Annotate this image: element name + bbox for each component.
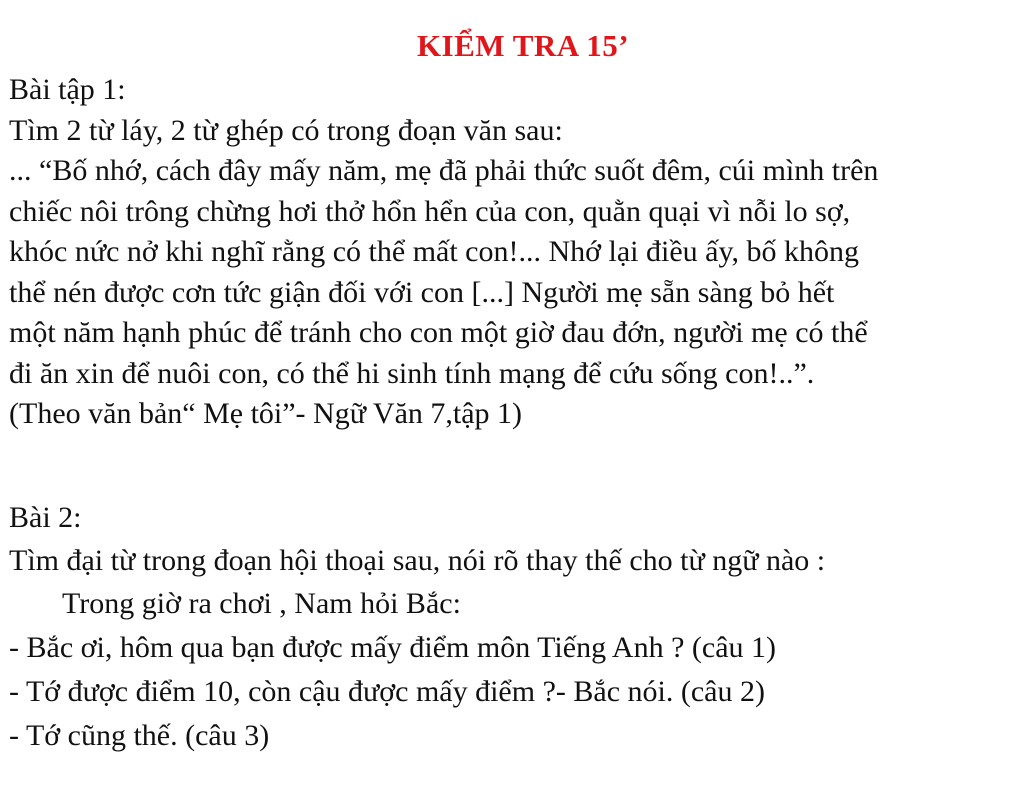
exercise2-intro: Trong giờ ra chơi , Nam hỏi Bắc: [62, 587, 461, 620]
passage-line: đi ăn xin để nuôi con, có thể hi sinh tính mạng để cứu sống con!..”. [9, 357, 815, 390]
passage-line: ... “Bố nhớ, cách đây mấy năm, mẹ đã phải thức suốt đêm, cúi mình trên [9, 154, 879, 187]
dialogue-line: - Bắc ơi, hôm qua bạn được mấy điểm môn Tiếng Anh ? (câu 1) [9, 631, 777, 664]
passage-line: khóc nức nở khi nghĩ rằng có thể mất con!... Nhớ lại điều ấy, bố không [9, 235, 860, 268]
exercise1-instruction: Tìm 2 từ láy, 2 từ ghép có trong đoạn văn sau: [9, 114, 563, 147]
passage-line: thể nén được cơn tức giận đối với con [...] Người mẹ sẵn sàng bỏ hết [9, 276, 835, 309]
passage-line: chiếc nôi trông chừng hơi thở hổn hển của con, quằn quại vì nỗi lo sợ, [9, 195, 851, 228]
dialogue-line: - Tớ cũng thế. (câu 3) [9, 719, 270, 752]
exercise2-heading: Bài 2: [9, 501, 82, 534]
dialogue-line: - Tớ được điểm 10, còn cậu được mấy điểm ?- Bắc nói. (câu 2) [9, 675, 765, 708]
exercise2-instruction: Tìm đại từ trong đoạn hội thoại sau, nói rõ thay thế cho từ ngữ nào : [9, 544, 826, 577]
exercise1-source: (Theo văn bản“ Mẹ tôi”- Ngữ Văn 7,tập 1) [9, 397, 523, 430]
exercise1-heading: Bài tập 1: [9, 73, 126, 106]
passage-line: một năm hạnh phúc để tránh cho con một giờ đau đớn, người mẹ có thể [9, 316, 868, 349]
page-title: KIỂM TRA 15’ [416, 28, 630, 63]
